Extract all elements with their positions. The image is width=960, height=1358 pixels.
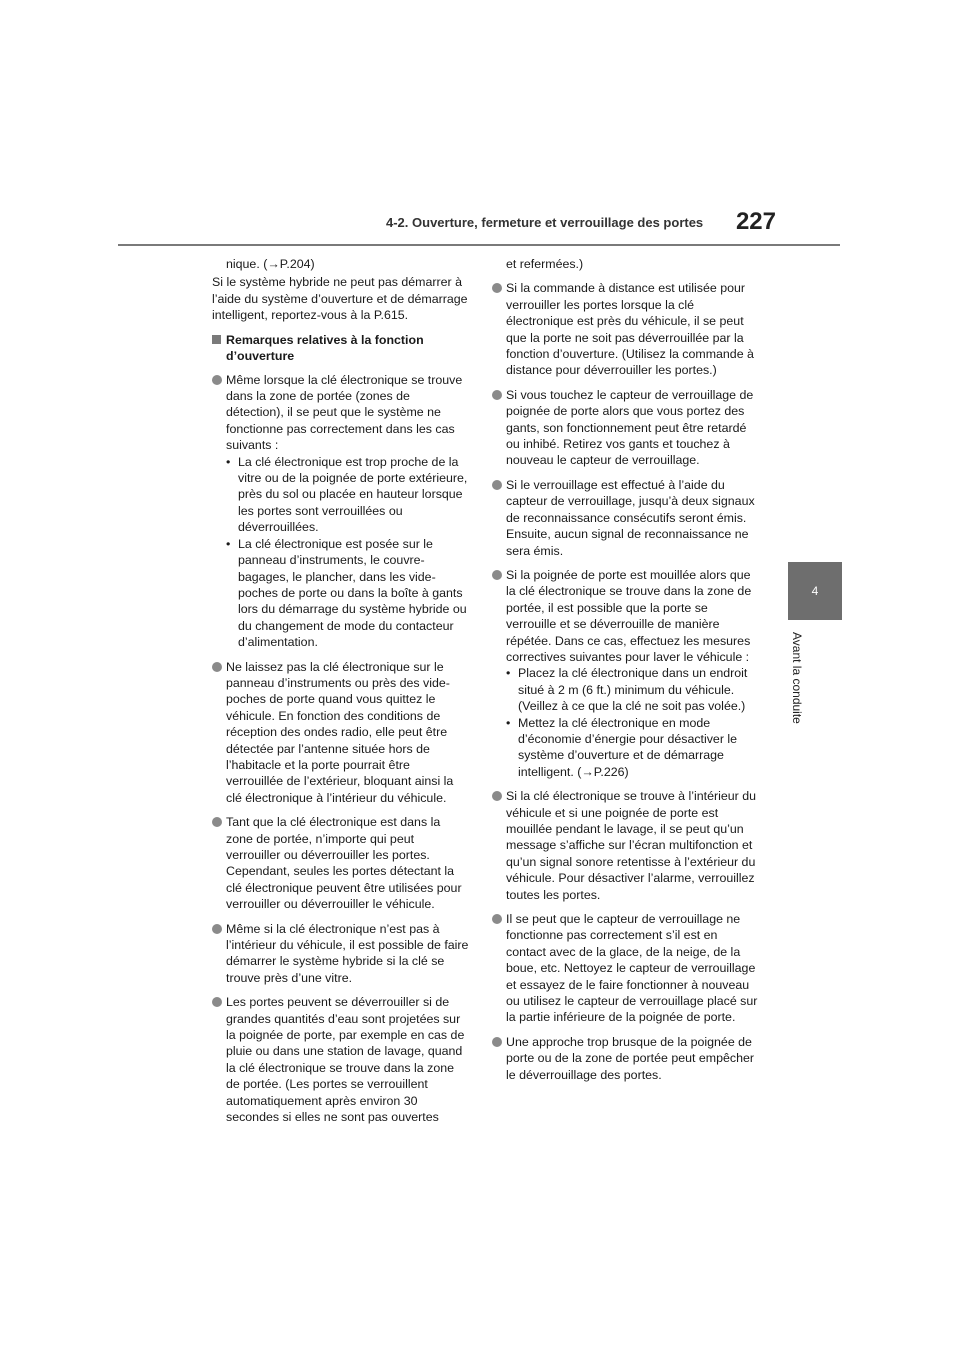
circle-bullet-icon	[492, 914, 502, 924]
circle-bullet-icon	[492, 480, 502, 490]
paragraph: Si le système hybride ne peut pas démarrer à l’aide du système d’ouverture et de démarrage intelligent, reportez-vous à la P.615.	[212, 275, 468, 323]
chapter-tab: 4	[788, 562, 842, 620]
sub-item	[506, 665, 758, 714]
right-column	[492, 256, 758, 1091]
chapter-label: Avant la conduite	[790, 632, 804, 724]
list-item-text: Même si la clé électronique n’est pas à l’intérieur du véhicule, il est possible de faire démarrer le système hybride si la clé se trouve près d’une vitre.	[226, 921, 469, 985]
list-item	[212, 921, 470, 987]
page-number: 227	[735, 208, 776, 235]
circle-bullet-icon	[492, 791, 502, 801]
list-item	[212, 372, 470, 651]
circle-bullet-icon	[492, 390, 502, 400]
list-item	[492, 1034, 758, 1083]
list-item-text: Si la commande à distance est utilisée pour verrouiller les portes lorsque la clé électronique est près du véhicule, il se peut que la porte ne soit pas déverrouillée par la fonction d’ouverture. (Utilisez la commande à distance pour déverrouiller les portes.)	[506, 281, 754, 378]
sub-bullet-icon: •	[226, 454, 231, 469]
heading-text: Remarques relatives à la fonction d’ouverture	[226, 332, 424, 363]
sub-item-text: La clé électronique est posée sur le panneau d’instruments, le couvre-bagages, le plancher, dans les vide-poches de porte ou dans la boîte à gants lors du démarrage du système hybride ou du changement de mode du contacteur d’alimentation.	[238, 536, 467, 650]
sub-bullet-icon: •	[506, 715, 511, 730]
section-heading	[212, 332, 470, 364]
continued-text: nique. (→P.204)	[226, 257, 315, 271]
left-column	[212, 256, 470, 1134]
circle-bullet-icon	[212, 924, 222, 934]
list-item-text: Si le verrouillage est effectué à l’aide du capteur de verrouillage, jusqu’à deux signaux de reconnaissance consécutifs seront émis. Ensuite, aucun signal de reconnaissance ne sera émis.	[506, 477, 755, 558]
list-item-text: Les portes peuvent se déverrouiller si de grandes quantités d’eau sont projetées sur la poignée de porte, par exemple en cas de pluie ou dans une station de lavage, quand la clé électronique se trouve dans la zone de portée. (Les portes se verrouillent automatiquement après environ 30 secondes si elles ne sont pas ouvertes	[226, 995, 465, 1125]
list-item	[492, 567, 758, 780]
circle-bullet-icon	[492, 570, 502, 580]
list-item-text: Même lorsque la clé électronique se trouve dans la zone de portée (zones de détection), il se peut que le système ne fonctionne pas correctement dans les cas suivants :	[226, 372, 463, 453]
circle-bullet-icon	[212, 817, 222, 827]
sub-item	[226, 536, 470, 651]
list-item	[492, 280, 758, 378]
list-item-text: Si la clé électronique se trouve à l’intérieur du véhicule et si une poignée de porte est mouillée pendant le lavage, il se peut qu’un message s’affiche sur l’écran multifonction et qu’un signal sonore retentisse à l’extérieur du véhicule. Pour désactiver l’alarme, verrouillez toutes les portes.	[506, 789, 757, 902]
list-item	[492, 477, 758, 559]
continued-text: et refermées.)	[506, 257, 584, 271]
list-item-text: Ne laissez pas la clé électronique sur le panneau d’instruments ou près des vide-poches de porte quand vous quittez le véhicule. En fonction des conditions de réception des ondes radio, elle peut être détectée par l’antenne située hors de l’habitacle et la porte pourrait être verrouillée de l’extérieur, bloquant ainsi la clé électronique à l’intérieur du véhicule.	[226, 659, 454, 805]
sub-item	[226, 454, 470, 536]
circle-bullet-icon	[492, 283, 502, 293]
list-item-text: Tant que la clé électronique est dans la zone de portée, n’importe qui peut verrouiller ou déverrouiller les portes. Cependant, seules les portes détectant la clé électronique peuvent être utilisées pour verrouiller ou déverrouiller le véhicule.	[226, 815, 462, 912]
square-bullet-icon	[212, 335, 221, 344]
circle-bullet-icon	[492, 1037, 502, 1047]
sub-bullet-icon: •	[506, 666, 511, 681]
list-item	[492, 387, 758, 469]
list-item	[492, 788, 758, 903]
list-item	[212, 994, 470, 1125]
sub-item	[506, 715, 758, 781]
sub-bullet-icon: •	[226, 536, 231, 551]
page-header	[386, 208, 776, 246]
list-item-text: Si vous touchez le capteur de verrouillage de poignée de porte alors que vous portez des gants, son fonctionnement peut être retardé ou inhibé. Retirez vos gants et touchez à nouveau le capteur de verrouillage.	[506, 387, 754, 468]
list-item-text: Si la poignée de porte est mouillée alors que la clé électronique se trouve dans la zone de portée, il est possible que la porte se verrouille et se déverrouille de manière répétée. Dans ce cas, effectuez les mesures correctives suivantes pour laver le véhicule :	[506, 567, 752, 664]
list-item	[212, 659, 470, 807]
list-item-text: Une approche trop brusque de la poignée de porte ou de la zone de portée peut empêcher le déverrouillage des portes.	[506, 1034, 754, 1082]
sub-item-text: Placez la clé électronique dans un endroit situé à 2 m (6 ft.) minimum du véhicule. (Veillez à ce que la clé ne soit pas volée.)	[518, 666, 748, 714]
header-rule	[118, 244, 840, 246]
circle-bullet-icon	[212, 662, 222, 672]
sub-item-text: Mettez la clé électronique en mode d’économie d’énergie pour désactiver le système d’ouverture et de démarrage intelligent. (→P.226)	[518, 715, 738, 779]
circle-bullet-icon	[212, 375, 222, 385]
list-item-text: Il se peut que le capteur de verrouillage ne fonctionne pas correctement s’il est en contact avec de la glace, de la neige, de la boue, etc. Nettoyez le capteur de verrouillage et essayez de le faire fonctionner à nouveau ou utilisez le capteur de verrouillage placé sur la partie inférieure de la poignée de porte.	[506, 912, 758, 1025]
sub-item-text: La clé électronique est trop proche de la vitre ou de la poignée de porte extérieure, près du sol ou placée en hauteur lorsque les portes sont verrouillées ou déverrouillées.	[238, 454, 468, 535]
list-item	[492, 911, 758, 1026]
circle-bullet-icon	[212, 997, 222, 1007]
list-item	[212, 814, 470, 912]
section-title: 4-2. Ouverture, fermeture et verrouillage des portes	[386, 215, 704, 230]
